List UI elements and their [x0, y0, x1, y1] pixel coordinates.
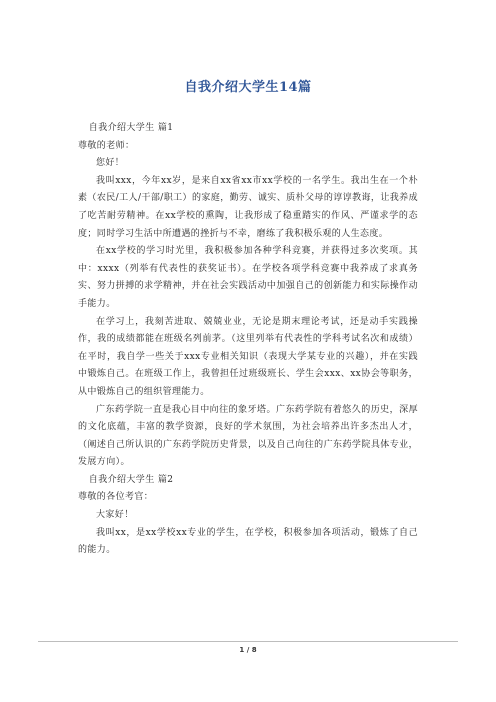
- paragraph: 在xx学校的学习时光里，我积极参加各种学科竞赛，并获得过多次奖项。其中：xxxx（列举有代表性的获奖证书）。在学校各项学科竞赛中我养成了求真务实、努力拼搏的求学精神，并在社会实践活动中加强自己的创新能力和实际操作动手能力。: [78, 246, 418, 309]
- document-body: [78, 120, 418, 560]
- section-heading: 自我介绍大学生 篇2: [88, 474, 174, 485]
- document-title: 自我介绍大学生14篇: [184, 80, 312, 95]
- page-indicator: 1 / 8: [239, 646, 257, 654]
- paragraph: 大家好！: [96, 510, 134, 521]
- paragraph: 您好！: [96, 158, 125, 169]
- paragraph: 在学习上，我刻苦进取、兢兢业业，无论是期末理论考试，还是动手实践操作，我的成绩都能在班级名列前茅。（这里列举有代表性的学科考试名次和成绩）在平时，我自学一些关于xxx专业相关知识（表现大学某专业的兴趣），并在实践中锻炼自己。在班级工作上，我曾担任过班级班长、学生会xxx、xx协会等职务，从中锻炼自己的组织管理能力。: [78, 316, 418, 397]
- salutation: 尊敬的老师：: [78, 140, 135, 151]
- salutation: 尊敬的各位考官：: [78, 492, 154, 503]
- paragraph: 我叫xxx，今年xx岁，是来自xx省xx市xx学校的一名学生。我出生在一个朴素（农民/工人/干部/职工）的家庭，勤劳、诚实、质朴父母的谆谆教诲，让我养成了吃苦耐劳精神。在xx学校的熏陶，让我形成了稳重踏实的作风、严谨求学的态度；同时学习生活中所遭遇的挫折与不幸，磨练了我积极乐观的人生态度。: [78, 175, 418, 239]
- paragraph: 我叫xx，是xx学校xx专业的学生，在学校，积极参加各项活动，锻炼了自己的能力。: [78, 527, 418, 556]
- footer-divider: [38, 641, 458, 642]
- paragraph: 广东药学院一直是我心目中向往的象牙塔。广东药学院有着悠久的历史，深厚的文化底蕴，丰富的教学资源，良好的学术氛围，为社会培养出许多杰出人才，（阐述自己所认识的广东药学院历史背景，以及自己向往的广东药学院具体专业，发展方向）。: [78, 404, 418, 468]
- section-heading: 自我介绍大学生 篇1: [88, 123, 174, 133]
